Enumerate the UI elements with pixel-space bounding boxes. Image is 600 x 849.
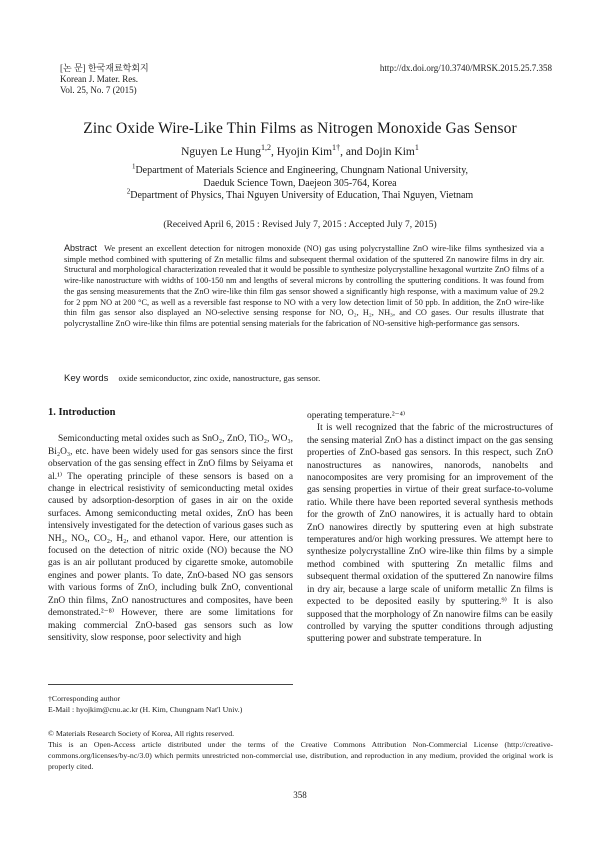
affiliation-1: $^1$Department of Materials Science and Engineering, Chungnam National University, <box>131 162 469 176</box>
journal-header <box>60 63 149 96</box>
left-column <box>48 407 293 644</box>
author-affil-mark: 1 <box>414 143 419 153</box>
affiliation-2: $^2$Department of Physics, Thai Nguyen University of Education, Thai Nguyen, Vietnam <box>126 187 474 201</box>
keywords-label: Key words <box>64 373 109 384</box>
author-name: Dojin Kim <box>365 146 415 158</box>
body-paragraph: Semiconducting metal oxides such as SnO₂, ZnO, TiO₂, WO₃, Bi₂O₃, etc. have been widely used for gas sensors since the first observation of the gas sensing effect in ZnO films by Seiyama et al.¹⁾ The operating principle of these sensors is based on a change in electrical resistivity of semiconducting metal oxides caused by adsorption-desorption of gases in air on the oxide surfaces. Among semiconducting metal oxides, ZnO has been intensively investigated for the detection of various gases such as NH₃, NOₓ, CO₂, H₂, and ethanol vapor. Here, our attention is focused on the detection of nitric oxide (NO) because the NO gas is an air pollutant produced by cigarette smoke, automobile engines and power plants. To date, ZnO-based NO gas sensors with various forms of ZnO, including bulk ZnO, conventional ZnO thin films, ZnO nanostructures and composites, have been demonstrated.²⁻⁸⁾ However, there are some limitations for making commercial ZnO-based gas sensors such as low sensitivity, slow response, poor selectivity and high <box>48 434 293 643</box>
page-number: 358 <box>293 790 307 800</box>
author-email[interactable]: E-Mail : hyojkim@cnu.ac.kr (H. Kim, Chungnam Nat'l Univ.) <box>48 705 243 714</box>
footnote <box>48 693 553 715</box>
affil-mark: 1 <box>131 162 136 171</box>
doi-link[interactable]: http://dx.doi.org/10.3740/MRSK.2015.25.7.358 <box>379 63 552 73</box>
abstract <box>64 243 544 330</box>
received-dates: (Received April 6, 2015 : Revised July 7, 2015 : Accepted July 7, 2015) <box>163 220 437 230</box>
abstract-text: We present an excellent detection for nitrogen monoxide (NO) gas using polycrystalline ZnO wire-like films synthesized via a simple method combined with sputtering of Zn metallic films and subsequent thermal oxidation of the sputtered Zn nanowire films in dry air. Structural and morphological characterization revealed that it would be possible to synthesize polycrystalline hexagonal wurtzite ZnO films of a wire-like nanostructure with widths of 100-150 nm and lengths of several microns by controlling the sputtering conditions. It was found from the gas sensing measurements that the ZnO wire-like thin film gas sensor showed a significantly high response, with a maximum value of 29.2 for 2 ppm NO at 200 °C, as well as a reversible fast response to NO with a very low detection limit of 50 ppb. In addition, the ZnO wire-like thin film gas sensor also displayed an NO-selective sensing response for NO, O₂, H₂, NH₃, and CO gases. Our results illustrate that polycrystalline ZnO wire-like thin films are potential sensing materials for the fabrication of NO-sensitive high-performance gas sensors. <box>64 244 544 328</box>
author-name: Hyojin Kim <box>276 146 333 158</box>
author-name: Nguyen Le Hung <box>181 146 261 158</box>
journal-korean-name: [논 문] 한국재료학회지 <box>60 63 149 73</box>
copyright-line: © Materials Research Society of Korea, All rights reserved. <box>48 729 235 738</box>
section-heading: 1. Introduction <box>48 407 116 418</box>
journal-english-name: Korean J. Mater. Res. <box>60 74 138 84</box>
author-affil-mark: 1,2 <box>260 143 272 153</box>
license-text: This is an Open-Access article distributed under the terms of the Creative Commons Attribution Non-Commercial License (http://creative-commons.org/licenses/by-nc/3.0) which permits unrestricted non-commercial use, distribution, and reproduction in any medium, provided the original work is properly cited. <box>48 740 553 771</box>
affiliation-1-address: Daeduk Science Town, Daejeon 305-764, Korea <box>203 177 397 189</box>
copyright-notice <box>48 728 553 772</box>
journal-volume: Vol. 25, No. 7 (2015) <box>60 85 137 95</box>
author-affil-mark: 1† <box>332 143 341 153</box>
affil-mark: 2 <box>126 187 131 196</box>
author-list: Nguyen Le Hung$^{1,2}$, Hyojin Kim$^{1\dagger}$, and Dojin Kim$^1$ <box>181 143 419 158</box>
corresponding-author: †Corresponding author <box>48 694 121 703</box>
body-paragraph-continued: operating temperature.²⁻⁴⁾ <box>307 411 406 421</box>
right-column <box>307 410 553 646</box>
affiliations <box>0 162 600 203</box>
keywords-text: oxide semiconductor, zinc oxide, nanostructure, gas sensor. <box>118 373 321 383</box>
body-paragraph: It is well recognized that the fabric of the microstructures of the sensing material ZnO has a distinct impact on the gas sensing properties of ZnO-based gas sensors. In this respect, such ZnO nanostructures as nanowires, nanorods, nanobelts and nanocomposites are very promising for an improvement of the gas sensing properties in virtue of their great surface-to-volume ratio. While there have been reported several synthesis methods for the growth of ZnO nanowires, it is actually hard to obtain ZnO nanowires directly by sputtering even at high substrate temperatures and/or high working pressures. We attempt here to synthesize polycrystalline ZnO wire-like thin films by a simple method combined with sputtering Zn metallic films and subsequent thermal oxidation of the sputtered Zn nanowire films in dry air, because a large scale of uniform metallic Zn films is expected to be deposited easily by sputtering.⁹⁾ It is also supposed that the morphology of Zn nanowire films can be easily controlled by varying the sputter conditions through adjusting sputtering power and substrate temperature. In <box>307 423 553 645</box>
paper-title: Zinc Oxide Wire-Like Thin Films as Nitrogen Monoxide Gas Sensor <box>83 120 517 137</box>
abstract-label: Abstract <box>64 243 98 253</box>
footnote-divider <box>48 684 293 685</box>
keywords <box>64 373 544 384</box>
